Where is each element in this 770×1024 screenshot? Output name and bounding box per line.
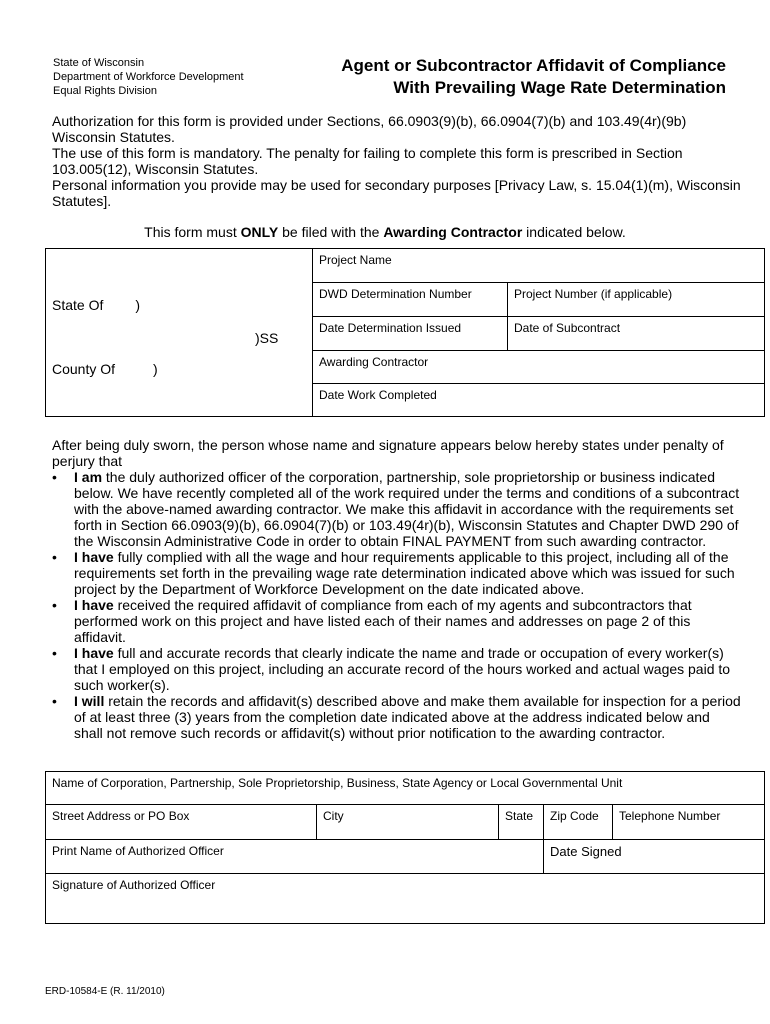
statement-text: fully complied with all the wage and hour requirements applicable to this project, including all of the requirements set forth in the prevailing wage rate determination indicated above which was issued for such project by the Department of Workforce Development on the date indicated above.: [74, 549, 735, 597]
zip-field[interactable]: [544, 805, 612, 839]
filing-notice-only: ONLY: [240, 224, 279, 240]
street-field[interactable]: [46, 805, 316, 839]
form-title-line2: With Prevailing Wage Rate Determination: [393, 78, 726, 97]
bullet-icon: •: [52, 469, 57, 485]
authorization-text: [52, 113, 742, 209]
mandatory-paragraph: The use of this form is mandatory. The penalty for failing to complete this form is prescribed in Section 103.005(12), Wisconsin Statutes.: [52, 145, 683, 177]
awarding-contractor-field[interactable]: [313, 351, 764, 383]
state-paren: ): [135, 297, 141, 313]
statement-text: full and accurate records that clearly indicate the name and trade or occupation of every worker(s) that I employed on this project, including an accurate record of the hours worked and actual wages paid to such worker(s).: [74, 645, 731, 693]
statement-item: [52, 597, 742, 645]
bullet-icon: •: [52, 549, 57, 565]
print-name-field[interactable]: [46, 840, 543, 873]
statement-list: [52, 469, 742, 741]
awarding-contractor-label: Awarding Contractor: [319, 355, 429, 369]
project-name-label: Project Name: [319, 253, 392, 267]
date-issued-label: Date Determination Issued: [319, 321, 462, 335]
filing-notice-post: indicated below.: [522, 224, 626, 240]
city-label: City: [323, 809, 344, 823]
ss-mark: )SS: [255, 330, 279, 346]
statement-text: received the required affidavit of compliance from each of my agents and subcontractors that performed work on this project and have listed each of their names and addresses on page 2 of this affidavit.: [74, 597, 692, 645]
state-of-label: State Of: [52, 297, 104, 313]
project-number-field[interactable]: [508, 283, 764, 316]
phone-field[interactable]: [613, 805, 764, 839]
filing-notice-mid: be filed with the: [278, 224, 384, 240]
date-signed-field[interactable]: [544, 840, 764, 873]
org-name-field[interactable]: [46, 772, 764, 804]
date-issued-field[interactable]: [313, 317, 507, 350]
agency-division: Equal Rights Division: [53, 85, 157, 97]
signature-label: Signature of Authorized Officer: [52, 878, 216, 892]
agency-state: State of Wisconsin: [53, 57, 145, 69]
print-name-label: Print Name of Authorized Officer: [52, 844, 224, 858]
statement-lead: I have: [74, 549, 114, 565]
form-number: ERD-10584-E (R. 11/2010): [45, 986, 165, 997]
bullet-icon: •: [52, 693, 57, 709]
agency-block: [53, 56, 244, 98]
bullet-icon: •: [52, 597, 57, 613]
form-title: [306, 55, 726, 99]
project-info-table: [45, 248, 765, 417]
county-of: [52, 361, 158, 377]
agency-department: Department of Workforce Development: [53, 71, 244, 83]
statement-text: retain the records and affidavit(s) described above and make them available for inspection for a period of at least three (3) years from the completion date indicated above at the address indicated below and shall not remove such records or affidavit(s) without prior notification to the awarding contractor.: [74, 693, 741, 741]
county-of-label: County Of: [52, 361, 116, 377]
state-of: [52, 297, 140, 313]
statement-item: [52, 693, 742, 741]
filing-notice-pre: This form must: [144, 224, 241, 240]
form-title-line1: Agent or Subcontractor Affidavit of Compliance: [341, 56, 726, 75]
statement-item: [52, 469, 742, 549]
street-label: Street Address or PO Box: [52, 809, 190, 823]
privacy-paragraph: Personal information you provide may be used for secondary purposes [Privacy Law, s. 15.04(1)(m), Wisconsin Statutes].: [52, 177, 741, 209]
statement-lead: I will: [74, 693, 105, 709]
phone-label: Telephone Number: [619, 809, 721, 823]
filing-notice-awarding: Awarding Contractor: [383, 224, 523, 240]
project-number-label: Project Number (if applicable): [514, 287, 673, 301]
date-completed-field[interactable]: [313, 384, 764, 416]
state-field[interactable]: [499, 805, 543, 839]
date-completed-label: Date Work Completed: [319, 388, 437, 402]
statement-lead: I have: [74, 597, 114, 613]
signer-info-table: [45, 771, 765, 924]
bullet-icon: •: [52, 645, 57, 661]
county-paren: ): [153, 361, 158, 377]
statement-item: [52, 549, 742, 597]
date-subcontract-label: Date of Subcontract: [514, 321, 621, 335]
zip-label: Zip Code: [550, 809, 599, 823]
state-label: State: [505, 809, 534, 823]
authorization-paragraph: Authorization for this form is provided under Sections, 66.0903(9)(b), 66.0904(7)(b) and 103.49(4r)(9b) Wisconsin Statutes.: [52, 113, 687, 145]
date-subcontract-field[interactable]: [508, 317, 764, 350]
sworn-intro: After being duly sworn, the person whose name and signature appears below hereby states under penalty of perjury that: [52, 437, 724, 469]
dwd-number-field[interactable]: [313, 283, 507, 316]
org-name-label: Name of Corporation, Partnership, Sole Proprietorship, Business, State Agency or Local Governmental Unit: [52, 776, 623, 790]
project-name-field[interactable]: [313, 249, 764, 282]
date-signed-label: Date Signed: [550, 844, 622, 859]
statement-lead: I am: [74, 469, 103, 485]
city-field[interactable]: [317, 805, 498, 839]
filing-notice: [0, 224, 770, 240]
statement-item: [52, 645, 742, 693]
statement-lead: I have: [74, 645, 114, 661]
dwd-number-label: DWD Determination Number: [319, 287, 472, 301]
statement-text: the duly authorized officer of the corporation, partnership, sole proprietorship or business indicated below. We have recently completed all of the work required under the terms and conditions of a subcontract with the above-named awarding contractor. We make this affidavit in accordance with the requirements set forth in Section 66.0903(9)(b), 66.0904(7)(b) or 103.49(4r)(b), Wisconsin Statutes and Chapter DWD 290 of the Wisconsin Administrative Code in order to obtain FINAL PAYMENT from such awarding contractor.: [74, 469, 740, 549]
signature-field[interactable]: [46, 874, 764, 923]
